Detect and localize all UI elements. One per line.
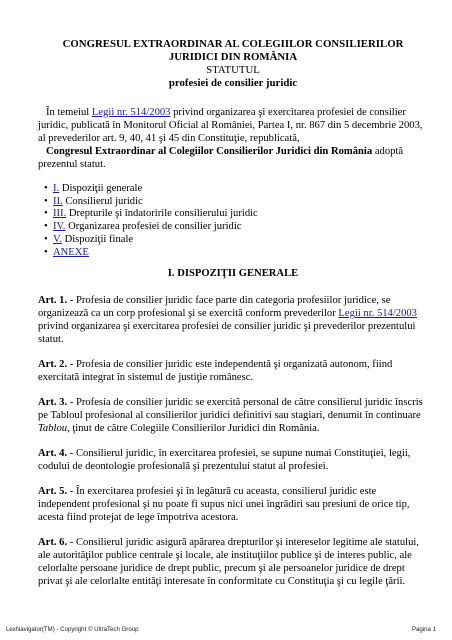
preamble-paragraph xyxy=(38,106,428,171)
bullet-icon: • xyxy=(44,195,48,207)
bullet-icon: • xyxy=(44,221,48,233)
article-label: Art. 1. xyxy=(38,295,68,307)
toc-link-4[interactable]: IV. xyxy=(53,221,66,233)
article-label: Art. 3. xyxy=(38,397,68,409)
preamble-bold: Congresul Extraordinar al Colegiilor Consilierilor Juridici din România xyxy=(46,146,373,157)
toc-link-3[interactable]: III. xyxy=(53,208,67,220)
statute-heading: STATUTUL xyxy=(206,64,260,76)
bullet-icon: • xyxy=(44,233,48,245)
toc-link-5[interactable]: V. xyxy=(53,233,62,245)
table-of-contents xyxy=(38,183,428,259)
document-body xyxy=(38,38,428,600)
article-label: Art. 5. xyxy=(38,486,68,498)
toc-label: Organizarea profesiei de consilier juridic xyxy=(65,221,242,233)
article-text-2: privind organizarea şi exercitarea profesiei de consilier juridic şi prevederilor prezentului statut. xyxy=(38,321,416,346)
toc-label: Dispoziţii finale xyxy=(61,233,134,245)
article-label: Art. 2. xyxy=(38,359,68,371)
document-title xyxy=(38,38,428,64)
article-5 xyxy=(38,485,428,524)
toc-item xyxy=(44,221,428,234)
article-text: - Consilierul juridic, în exercitarea profesiei, se supune numai Constituţiei, legii, codului de deontologie profesională şi prezentului statut al profesiei. xyxy=(38,448,411,473)
toc-label: Drepturile şi îndatoririle consilierului juridic xyxy=(66,208,258,220)
article-text: - Profesia de consilier juridic este independentă şi organizată autonom, fiind exercitată integrat în sistemul de justiţie românesc. xyxy=(38,359,393,384)
toc-link-annexes[interactable]: ANEXE xyxy=(53,246,89,258)
bullet-icon: • xyxy=(44,246,48,258)
title-line-1: CONGRESUL EXTRAORDINAR AL COLEGIILOR CONSILIERILOR xyxy=(62,38,404,50)
footer-page-number: Pagina 1 xyxy=(411,626,436,633)
title-line-2: JURIDICI DIN ROMÂNIA xyxy=(168,51,298,63)
toc-label: Consilierul juridic xyxy=(62,195,143,207)
toc-link-1[interactable]: I. xyxy=(53,183,60,194)
toc-label: Dispoziţii generale xyxy=(59,183,143,194)
article-4 xyxy=(38,447,428,473)
article-text-2: , ţinut de către Colegiile Consilierilor Juridici din România. xyxy=(67,423,320,435)
article-3 xyxy=(38,396,428,435)
article-label: Art. 4. xyxy=(38,448,68,460)
article-label: Art. 6. xyxy=(38,537,68,549)
article-italic: Tablou xyxy=(38,423,68,435)
toc-item xyxy=(44,183,428,196)
article-text: - Consilierul juridic asigură apărarea drepturilor şi intereselor legitime ale statului, ale autorităţilor publice centrale şi locale, ale instituţiilor publice şi de interes public, ale celorlalte persoane juridice de drept public, precum şi ale persoanelor juridice de drept privat şi ale celorlalte entităţi interesate în conformitate cu Constituţia şi cu legile ţării. xyxy=(38,537,419,588)
bullet-icon: • xyxy=(44,208,48,220)
section-title: I. DISPOZIŢII GENERALE xyxy=(167,268,299,280)
toc-link-2[interactable]: II. xyxy=(53,195,63,207)
article-text: - Profesia de consilier juridic se exercită personal de către consilierul juridic înscris pe Tabloul profesional al consilierilor juridici definitivi sau stagiari, denumit în continuare xyxy=(38,397,423,422)
article-1 xyxy=(38,294,428,346)
law-link-article-1[interactable]: Legii nr. 514/2003 xyxy=(338,308,417,320)
article-text: - În exercitarea profesiei şi în legătură cu aceasta, consilierul juridic este independent profesional şi nu poate fi supus nici unei îngrădiri sau presiuni de orice tip, acesta fiind protejat de lege împotriva acestora. xyxy=(38,486,410,524)
footer-copyright: LexNavigator(TM) - Copyright © UltraTech Group xyxy=(6,626,139,633)
preamble-text: În temeiul xyxy=(46,107,92,118)
bullet-icon: • xyxy=(44,183,48,194)
law-link[interactable]: Legii nr. 514/2003 xyxy=(91,107,171,118)
article-2 xyxy=(38,358,428,384)
toc-item xyxy=(44,196,428,209)
toc-item xyxy=(44,208,428,221)
toc-item xyxy=(44,234,428,247)
profession-heading: profesiei de consilier juridic xyxy=(168,77,298,89)
article-text: - Profesia de consilier juridic face parte din categoria profesiilor juridice, se organizează ca un corp profesional şi se exercită conform prevederilor xyxy=(38,295,391,320)
toc-item xyxy=(44,247,428,260)
preamble-text-2: privind organizarea şi exercitarea profesiei de consilier juridic, publicată în Monitorul Oficial al României, Partea I, nr. 867 din 5 decembrie 2003, al prevederilor art. 9, 40, 41 şi 45 din Constituţie, republicată, xyxy=(38,107,423,144)
article-6 xyxy=(38,536,428,588)
preamble-end: adoptă prezentul statut. xyxy=(38,146,404,170)
